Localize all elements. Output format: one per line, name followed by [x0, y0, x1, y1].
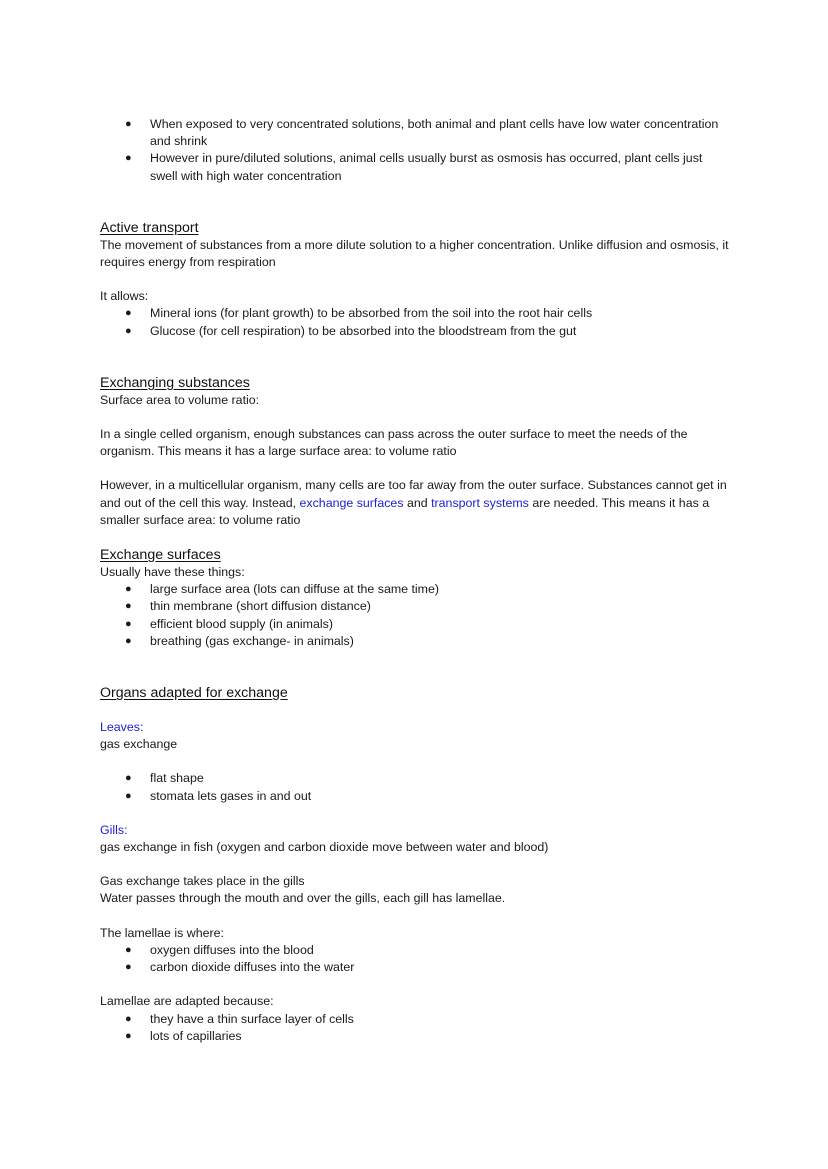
list-item: ● stomata lets gases in and out [150, 788, 732, 805]
lamellae-label: The lamellae is where: [100, 925, 224, 940]
single-celled-paragraph: In a single celled organism, enough substances can pass across the outer surface to meet the needs of the organism. This means it has a large surface area: to volume ratio [100, 427, 688, 459]
exchange-surfaces-term: exchange surfaces [299, 495, 404, 510]
spacer [100, 409, 732, 426]
active-transport-heading: Active transport [100, 219, 199, 236]
leaves-list [100, 770, 732, 804]
bullet-icon: ● [125, 118, 132, 130]
sa-volume-subtitle: Surface area to volume ratio: [100, 392, 260, 407]
bullet-icon: ● [125, 634, 132, 647]
spacer [100, 976, 732, 993]
spacer [100, 702, 732, 719]
list-item: ● Mineral ions (for plant growth) to be absorbed from the soil into the root hair cells [150, 305, 732, 322]
bullet-icon: ● [125, 583, 132, 596]
spacer [100, 650, 732, 684]
active-transport-definition: The movement of substances from a more dilute solution to a higher concentration. Unlike diffusion and osmosis, it requires energy from respiration [100, 237, 729, 270]
leaves-description: gas exchange [100, 737, 178, 752]
gills-line-1: Gas exchange takes place in the gills [100, 874, 305, 889]
exchange-surfaces-heading: Exchange surfaces [100, 547, 221, 564]
gills-label: Gills: [100, 822, 128, 837]
bullet-icon: ● [125, 789, 132, 802]
spacer [100, 271, 732, 288]
bullet-icon: ● [125, 152, 132, 165]
adapted-label: Lamellae are adapted because: [100, 994, 274, 1009]
document-page [100, 116, 732, 1045]
list-item: ● breathing (gas exchange- in animals) [150, 633, 732, 650]
spacer [100, 185, 732, 219]
list-item: ● Glucose (for cell respiration) to be absorbed into the bloodstream from the gut [150, 323, 732, 340]
adapted-list [100, 1011, 732, 1045]
multicellular-paragraph: However, in a multicellular organism, many cells are too far away from the outer surface. Substances cannot get in and out of the cell this way. Instead, exchange surfaces and transport systems are needed. This means it has a smaller surface area: to volume ratio [100, 478, 727, 527]
osmosis-list [100, 116, 732, 185]
bullet-icon: ● [125, 324, 132, 337]
list-item: ● flat shape [150, 770, 732, 787]
spacer [100, 805, 732, 822]
spacer [100, 529, 732, 546]
lamellae-list [100, 942, 732, 976]
exchanging-substances-heading: Exchanging substances [100, 374, 250, 391]
list-item: ● they have a thin surface layer of cells [150, 1011, 732, 1028]
list-item: ● oxygen diffuses into the blood [150, 942, 732, 959]
organs-heading: Organs adapted for exchange [100, 685, 288, 702]
exchange-surfaces-intro: Usually have these things: [100, 565, 245, 580]
list-item: ● carbon dioxide diffuses into the water [150, 959, 732, 976]
bullet-icon: ● [125, 943, 132, 956]
list-item: ● large surface area (lots can diffuse at the same time) [150, 581, 732, 598]
spacer [100, 460, 732, 477]
spacer [100, 753, 732, 770]
bullet-icon: ● [125, 617, 132, 630]
list-item: ● When exposed to very concentrated solutions, both animal and plant cells have low water concentration and shrink [125, 117, 719, 149]
gills-description: gas exchange in fish (oxygen and carbon dioxide move between water and blood) [100, 840, 549, 855]
bullet-icon: ● [125, 961, 132, 974]
list-item: ● lots of capillaries [150, 1028, 732, 1045]
leaves-label: Leaves: [100, 720, 144, 735]
spacer [100, 340, 732, 374]
bullet-icon: ● [125, 1012, 132, 1025]
bullet-icon: ● [125, 307, 132, 320]
bullet-icon: ● [125, 772, 132, 785]
list-item: ● thin membrane (short diffusion distance) [150, 598, 732, 615]
bullet-icon: ● [125, 600, 132, 613]
list-item: ● However in pure/diluted solutions, animal cells usually burst as osmosis has occurred, plant cells just swell with high water concentration [125, 151, 703, 183]
spacer [100, 856, 732, 873]
list-item: ● efficient blood supply (in animals) [150, 616, 732, 633]
allows-label: It allows: [100, 289, 149, 304]
active-transport-list [100, 305, 732, 339]
gills-line-2: Water passes through the mouth and over the gills, each gill has lamellae. [100, 891, 506, 906]
bullet-icon: ● [125, 1029, 132, 1042]
spacer [100, 908, 732, 925]
transport-systems-term: transport systems [431, 495, 529, 510]
exchange-surfaces-list [100, 581, 732, 650]
